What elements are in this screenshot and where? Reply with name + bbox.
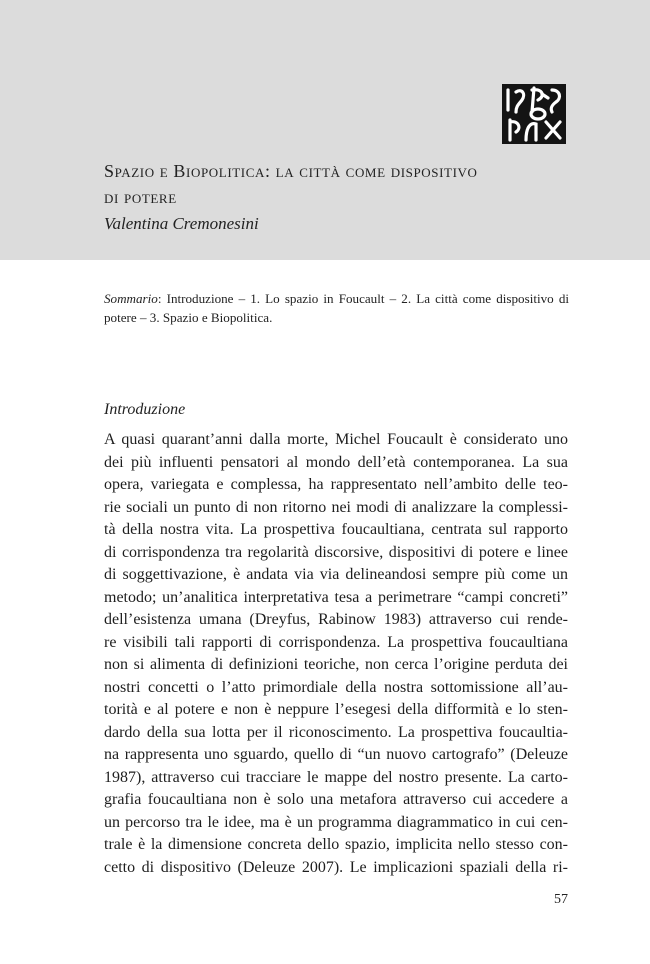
- body-line: di corrispondenza tra regolarità discorsive, dispositivi di potere e linee: [104, 543, 568, 561]
- body-line: A quasi quarant’anni dalla morte, Michel Foucault è considerato uno: [104, 431, 568, 448]
- summary-label: Sommario: [104, 291, 158, 306]
- article-author: Valentina Cremonesini: [104, 214, 259, 233]
- body-line: cetto di dispositivo (Deleuze 2007). Le implicazioni spaziali della ri-: [104, 858, 568, 876]
- body-line: re visibili tali rapporti di corrispondenza. La prospettiva foucaultiana: [104, 633, 568, 651]
- body-line: tà della nostra vita. La prospettiva foucaultiana, centrata sul rapporto: [104, 521, 568, 538]
- summary-text: : Introduzione – 1. Lo spazio in Foucault – 2. La città come dispositivo di potere – 3. Spazio e Biopolitica.: [104, 291, 569, 325]
- body-line: na rappresenta uno sguardo, quello di “un nuovo cartografo” (Deleuze: [104, 746, 568, 763]
- body-line: nostri concetti o l’atto primordiale della nostra sottomissione all’au-: [104, 678, 568, 696]
- body-line: dardo della sua lotta per il riconoscimento. La prospettiva foucaultia-: [104, 723, 568, 741]
- body-line: non si alimenta di definizioni teoriche, non cerca l’origine perduta dei: [104, 656, 568, 673]
- article-title-line-1: Spazio e Biopolitica: la città come dispositivo: [104, 161, 478, 181]
- body-line: 1987), attraverso cui tracciare le mappe del nostro presente. La carto-: [104, 768, 568, 786]
- article-title: [104, 158, 574, 210]
- journal-logo-icon: [502, 84, 566, 144]
- body-paragraph: [104, 429, 568, 879]
- article-title-line-2: di potere: [104, 187, 177, 207]
- body-line: grafia foucaultiana non è solo una metafora attraverso cui accedere a: [104, 791, 568, 808]
- body-line: torità e al potere e non è neppure l’esegesi della difformità e lo sten-: [104, 701, 568, 718]
- body-line: di soggettivazione, è andata via via delineandosi sempre più come un: [104, 566, 568, 583]
- body-line: dell’esistenza umana (Dreyfus, Rabinow 1983) attraverso cui rende-: [104, 611, 568, 628]
- body-line: trale è la dimensione concreta dello spazio, implicita nello stesso con-: [104, 836, 568, 853]
- body-line: un percorso tra le idee, ma è un programma diagrammatico in cui cen-: [104, 813, 568, 831]
- section-heading: Introduzione: [104, 401, 186, 418]
- body-line: metodo; un’analitica interpretativa tesa a perimetrare “campi concreti”: [104, 588, 568, 606]
- body-line: rie sociali un punto di non ritorno nei modi di analizzare la complessi-: [104, 498, 568, 516]
- page-number: 57: [554, 892, 568, 907]
- summary: [104, 289, 569, 327]
- body-line: opera, variegata e complessa, ha rappresentato nell’ambito delle teo-: [104, 476, 568, 493]
- body-line: dei più influenti pensatori al mondo dell’età contemporanea. La sua: [104, 453, 568, 471]
